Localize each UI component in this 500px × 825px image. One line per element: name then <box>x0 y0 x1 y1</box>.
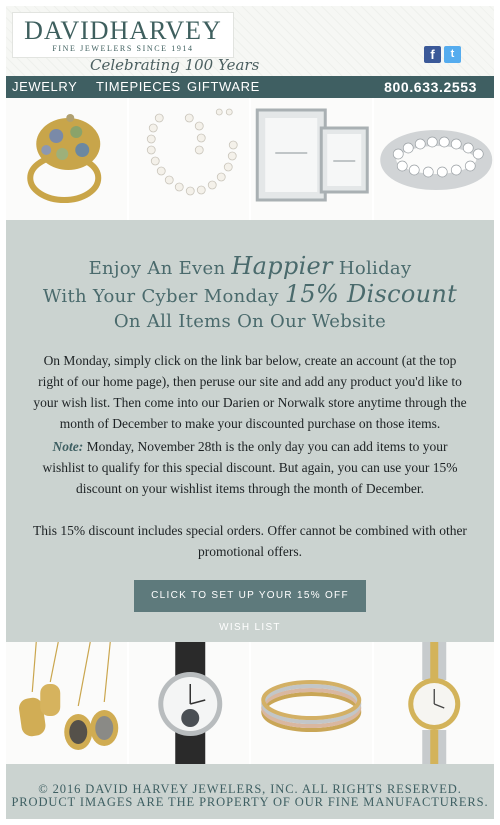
logo-text: DAVIDHARVEY <box>24 16 222 45</box>
header <box>6 6 494 76</box>
product-pearl-necklace[interactable] <box>129 98 250 220</box>
phone-number[interactable]: 800.633.2553 <box>384 79 477 95</box>
twitter-icon[interactable]: t <box>444 46 461 63</box>
diamond-band-image <box>374 98 495 220</box>
black-watch-image <box>129 642 250 764</box>
email-page <box>6 6 494 819</box>
nav-giftware[interactable]: GIFTWARE <box>187 79 260 94</box>
product-strip-top <box>6 98 494 220</box>
note-text: Monday, November 28th is the only day you can add items to your wishlist to qualify for this special discount. But again, you can use your 15% discount on your wishlist items through the month of December. <box>42 439 458 496</box>
headline-text: Holiday <box>332 258 412 279</box>
image-credit-text: PRODUCT IMAGES ARE THE PROPERTY OF OUR FINE MANUFACTURERS. <box>11 795 489 809</box>
footer <box>6 764 494 819</box>
headline-line-3: On All Items On Our Website <box>113 311 387 332</box>
note-label: Note: <box>52 439 84 454</box>
bangles-image <box>251 642 372 764</box>
product-crystal-frames[interactable] <box>251 98 372 220</box>
product-two-tone-watch[interactable] <box>374 642 495 764</box>
product-diamond-band[interactable] <box>374 98 495 220</box>
product-gold-lockets[interactable] <box>6 642 127 764</box>
headline-line-2 <box>6 282 494 309</box>
logo[interactable] <box>12 12 234 58</box>
promo-paragraph-1: On Monday, simply click on the link bar below, create an account (at the top right of our home page), then peruse our site and add any product you'd like to your wish list. Then come into our Darien or Norwalk store anytime through the month of December to make your discounted purchase on those items. <box>33 353 467 431</box>
headline-text: Enjoy An Even <box>88 258 232 279</box>
nav-jewelry[interactable]: JEWELRY <box>12 79 78 94</box>
headline-script: Happier <box>231 252 333 280</box>
product-bangles[interactable] <box>251 642 372 764</box>
copyright-text: © 2016 DAVID HARVEY JEWELERS, INC. ALL RIGHTS RESERVED. <box>38 782 462 796</box>
nav-timepieces[interactable]: TIMEPIECES <box>96 79 181 94</box>
gold-ring-image <box>6 98 127 220</box>
two-tone-watch-image <box>374 642 495 764</box>
product-strip-bottom <box>6 642 494 764</box>
logo-subtext: FINE JEWELERS SINCE 1914 <box>52 44 194 53</box>
promo-paragraph-2 <box>32 436 468 499</box>
pearl-necklace-image <box>129 98 250 220</box>
facebook-icon[interactable]: f <box>424 46 441 63</box>
gold-lockets-image <box>6 642 127 764</box>
crystal-frames-image <box>251 98 372 220</box>
wish-list-button[interactable]: CLICK TO SET UP YOUR 15% OFF WISH LIST <box>134 580 366 612</box>
promo-section <box>6 220 494 642</box>
product-gold-ring[interactable] <box>6 98 127 220</box>
promo-paragraph-3: This 15% discount includes special orders. Offer cannot be combined with other promotional offers. <box>33 523 467 559</box>
main-nav <box>6 76 494 98</box>
headline-text: With Your Cyber Monday <box>42 286 285 307</box>
headline-line-1 <box>6 254 494 281</box>
product-black-watch[interactable] <box>129 642 250 764</box>
headline-script: 15% Discount <box>284 280 458 308</box>
tagline: Celebrating 100 Years <box>90 56 260 74</box>
